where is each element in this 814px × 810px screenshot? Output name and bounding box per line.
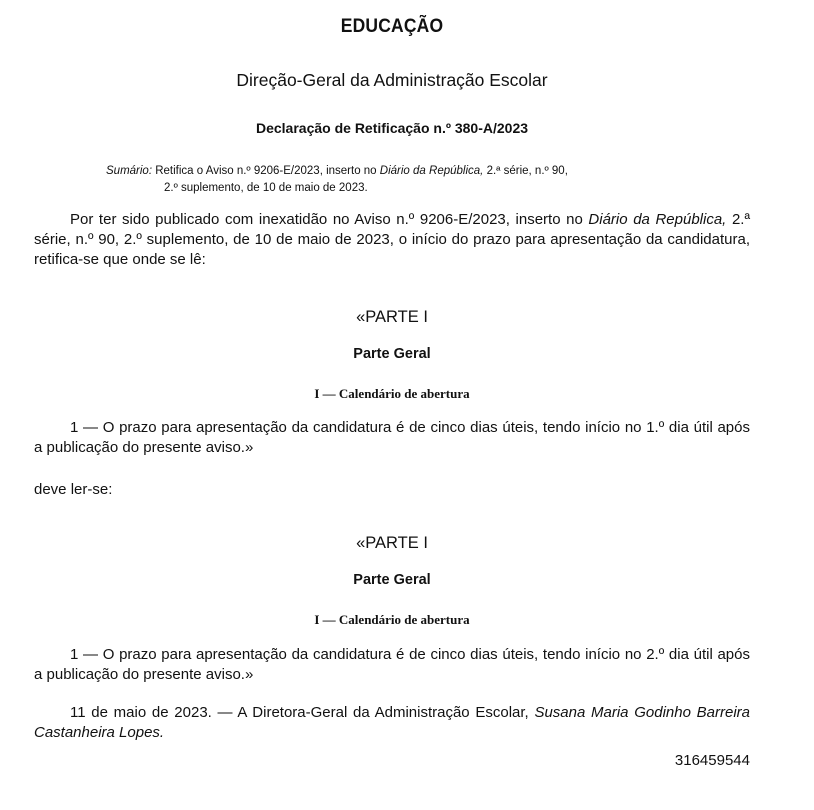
- corrected-section-title: I — Calendário de abertura: [314, 612, 470, 627]
- summary-journal: Diário da República,: [379, 165, 484, 177]
- corrected-part-heading: «PARTE I: [356, 534, 428, 552]
- corrected-paragraph-text: 1 — O prazo para apresentação da candidatura é de cinco dias úteis, tendo início no 2.º dia útil após a publicação do presente aviso.»: [34, 646, 750, 683]
- document-title: Declaração de Retificação n.º 380-A/2023: [255, 120, 529, 136]
- signature-date: 11 de maio de 2023. — A Diretora-Geral da Administração Escolar,: [70, 704, 529, 721]
- corrected-part-title: Parte Geral: [353, 572, 431, 588]
- corrected-paragraph: [34, 645, 750, 685]
- signatory-name: Susana Maria Godinho Barreira Castanheira Lopes.: [34, 704, 751, 741]
- summary-text: Retifica o Aviso n.º 9206-E/2023, inserto no: [155, 165, 377, 177]
- entity-heading: Direção-Geral da Administração Escolar: [236, 70, 548, 90]
- original-paragraph-text: 1 — O prazo para apresentação da candidatura é de cinco dias úteis, tendo início no 1.º dia útil após a publicação do presente aviso.»: [34, 419, 750, 456]
- original-paragraph: [34, 418, 750, 458]
- connector-text: deve ler-se:: [34, 481, 113, 498]
- original-part-title: Parte Geral: [353, 346, 431, 362]
- intro-text-after: 2.ª série, n.º 90, 2.º suplemento, de 10 de maio de 2023, o início do prazo para apresentação da candidatura, retifica-se que onde se lê:: [34, 211, 750, 268]
- summary-block: [106, 163, 686, 197]
- document-number: 316459544: [674, 752, 750, 769]
- ministry-heading: EDUCAÇÃO: [340, 16, 444, 37]
- intro-text: Por ter sido publicado com inexatidão no Aviso n.º 9206-E/2023, inserto no: [70, 211, 583, 228]
- original-section-title: I — Calendário de abertura: [314, 386, 470, 401]
- signature-paragraph: [34, 703, 750, 743]
- summary-label: Sumário:: [106, 165, 153, 177]
- original-part-heading: «PARTE I: [356, 308, 428, 326]
- intro-paragraph: [34, 210, 750, 270]
- summary-text-end: 2.ª série, n.º 90,: [486, 165, 568, 177]
- summary-line2: 2.º suplemento, de 10 de maio de 2023.: [164, 182, 368, 194]
- intro-journal: Diário da República,: [588, 211, 727, 228]
